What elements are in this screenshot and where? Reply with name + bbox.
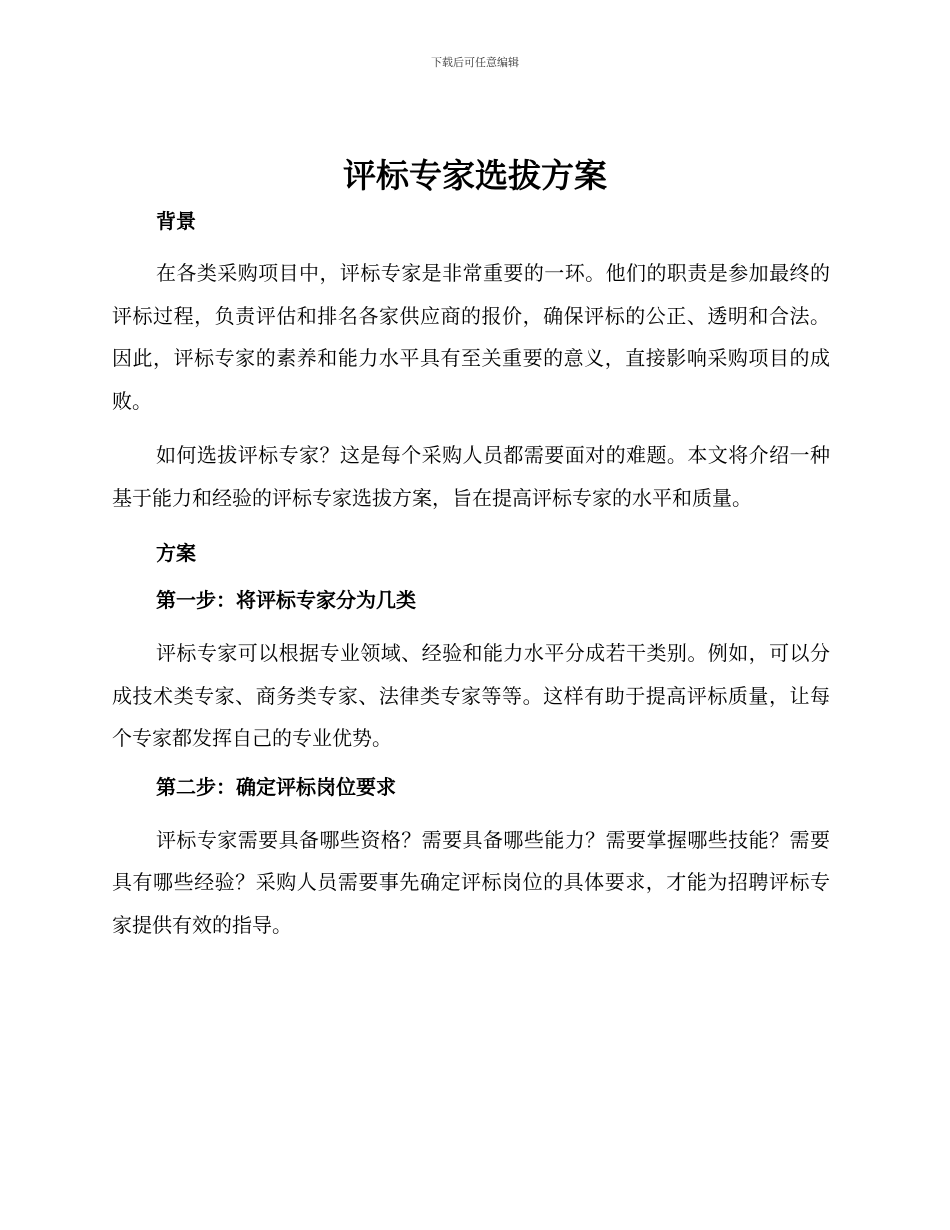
step-heading-1: 第一步：将评标专家分为几类	[156, 588, 416, 612]
paragraph-step-2: 评标专家需要具备哪些资格？需要具备哪些能力？需要掌握哪些技能？需要具有哪些经验？采购人员需要事先确定评标岗位的具体要求，才能为招聘评标专家提供有效的指导。	[112, 827, 830, 937]
section-heading-background: 背景	[156, 209, 196, 233]
paragraph-background-1: 在各类采购项目中，评标专家是非常重要的一环。他们的职责是参加最终的评标过程，负责评估和排名各家供应商的报价，确保评标的公正、透明和合法。因此，评标专家的素养和能力水平具有至关重要的意义，直接影响采购项目的成败。	[112, 261, 830, 413]
header-note: 下载后可任意编辑	[431, 56, 519, 69]
step-heading-2: 第二步：确定评标岗位要求	[156, 774, 396, 799]
paragraph-step-1: 评标专家可以根据专业领域、经验和能力水平分成若干类别。例如，可以分成技术类专家、商务类专家、法律类专家等等。这样有助于提高评标质量，让每个专家都发挥自己的专业优势。	[112, 641, 830, 750]
document-body	[112, 201, 830, 946]
section-heading-plan: 方案	[156, 541, 196, 565]
paragraph-background-2: 如何选拔评标专家？这是每个采购人员都需要面对的难题。本文将介绍一种基于能力和经验的评标专家选拔方案，旨在提高评标专家的水平和质量。	[112, 443, 830, 510]
document-title: 评标专家选拔方案	[343, 156, 607, 195]
